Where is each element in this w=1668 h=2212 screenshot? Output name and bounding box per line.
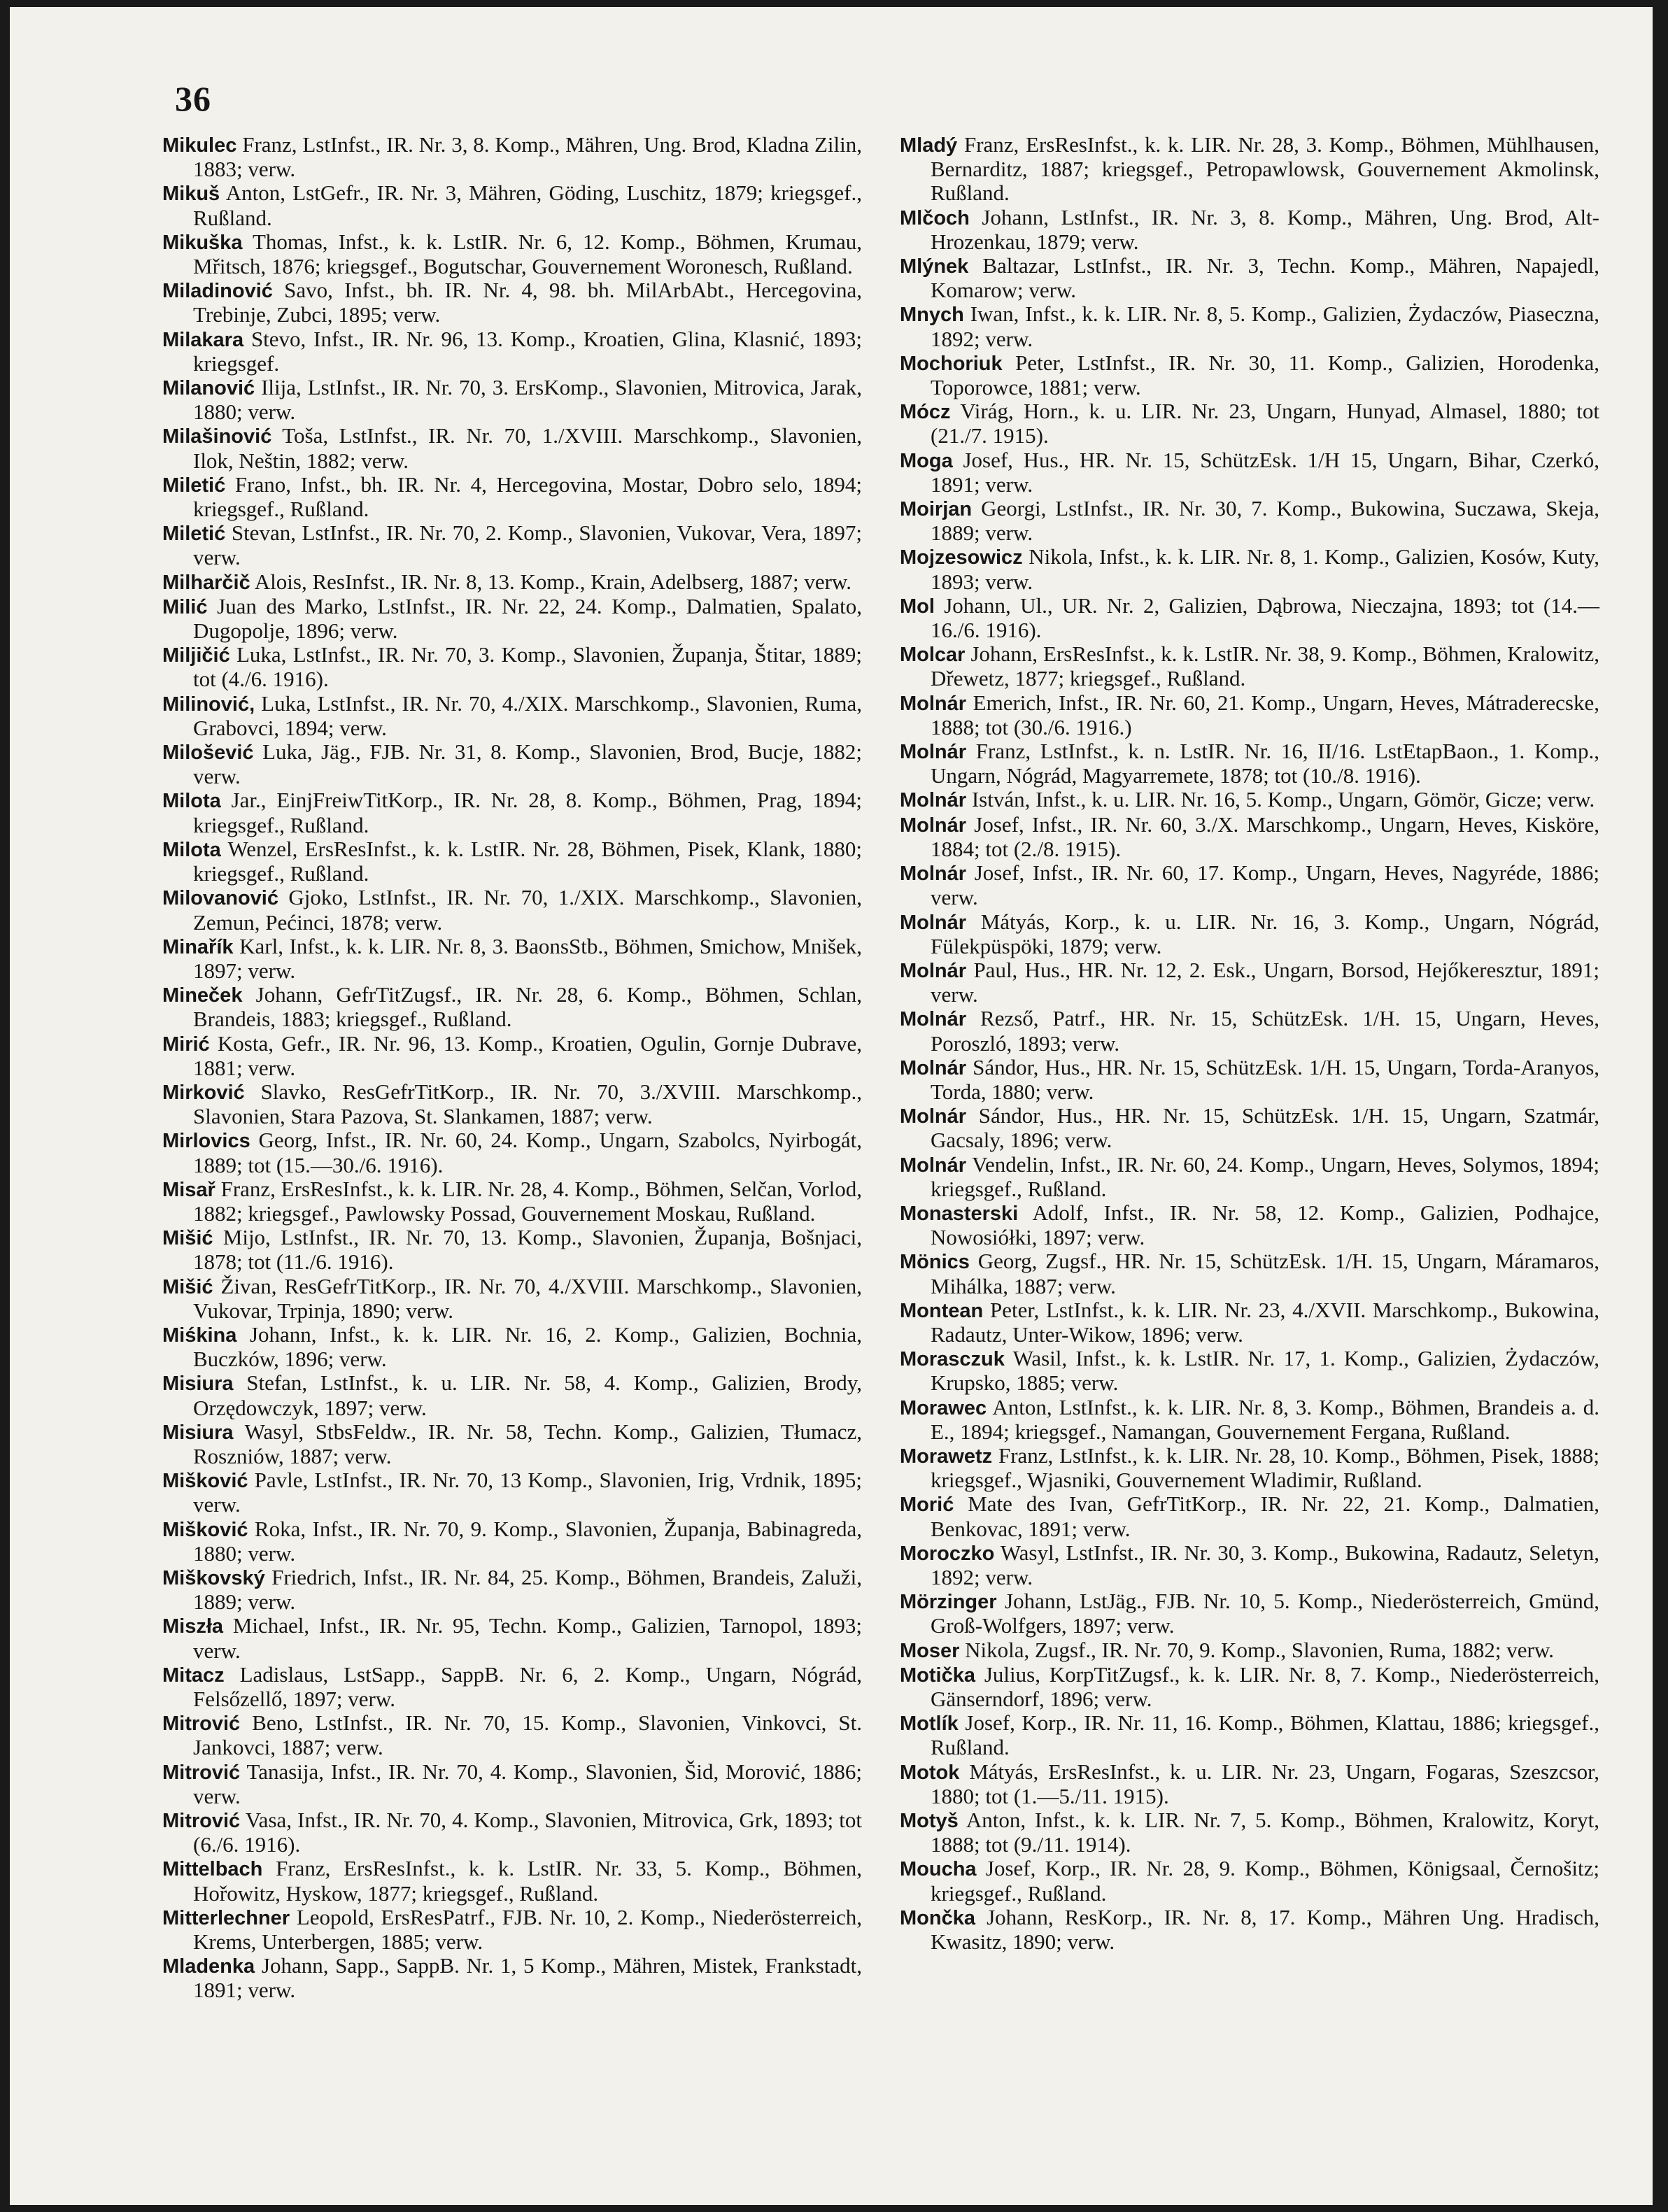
entry-details: Savo, Infst., bh. IR. Nr. 4, 98. bh. MilArbAbt., Hercegovina, Trebinje, Zubci, 1895; verw. bbox=[193, 278, 863, 327]
register-entry bbox=[162, 570, 862, 595]
entry-details: Johann, GefrTitZugsf., IR. Nr. 28, 6. Komp., Böhmen, Schlan, Brandeis, 1883; kriegsgef., Rußland. bbox=[193, 982, 863, 1032]
register-entry bbox=[162, 1857, 862, 1905]
entry-details: Josef, Hus., HR. Nr. 15, SchützEsk. 1/H 15, Ungarn, Bihar, Czerkó, 1891; verw. bbox=[931, 447, 1600, 497]
entry-surname: Miszła bbox=[162, 1615, 224, 1638]
entry-surname: Mišković bbox=[162, 1518, 248, 1541]
entry-details: Franz, ErsResInfst., k. k. LstIR. Nr. 33, 5. Komp., Böhmen, Hořowitz, Hyskow, 1877; kriegsgef., Rußland. bbox=[193, 1856, 863, 1906]
entry-surname: Mikulec bbox=[162, 134, 237, 157]
entry-details: Toša, LstInfst., IR. Nr. 70, 1./XVIII. Marschkomp., Slavonien, Ilok, Neštin, 1882; verw. bbox=[193, 423, 862, 473]
register-entry bbox=[900, 1541, 1599, 1589]
entry-surname: Monasterski bbox=[900, 1202, 1019, 1225]
entry-surname: Mirlovics bbox=[162, 1130, 250, 1153]
entry-surname: Misiura bbox=[162, 1373, 234, 1396]
left-column bbox=[162, 133, 862, 2003]
register-entry bbox=[900, 1298, 1599, 1347]
entry-surname: Mineček bbox=[162, 984, 243, 1007]
entry-details: Wasil, Infst., k. k. LstIR. Nr. 17, 1. Komp., Galizien, Żydaczów, Krupsko, 1885; verw. bbox=[931, 1346, 1599, 1396]
entry-details: Emerich, Infst., IR. Nr. 60, 21. Komp., Ungarn, Heves, Mátraderecske, 1888; tot (30./6. 1916.) bbox=[931, 690, 1599, 739]
entry-surname: Milovanović bbox=[162, 887, 278, 910]
register-entry bbox=[162, 1808, 862, 1857]
register-entry bbox=[900, 813, 1599, 861]
entry-details: Gjoko, LstInfst., IR. Nr. 70, 1./XIX. Marschkomp., Slavonien, Zemun, Pećinci, 1878; verw. bbox=[193, 885, 863, 935]
register-entry bbox=[900, 1249, 1599, 1298]
register-entry bbox=[900, 958, 1599, 1007]
entry-details: Juan des Marko, LstInfst., IR. Nr. 22, 24. Komp., Dalmatien, Spalato, Dugopolje, 1896; verw. bbox=[193, 593, 862, 644]
entry-surname: Molnár bbox=[900, 1105, 967, 1128]
entry-details: Franz, LstInfst., k. k. LIR. Nr. 28, 10. Komp., Böhmen, Pisek, 1888; kriegsgef., Wjasniki, Gouvernement Wladimir, Rußland. bbox=[931, 1442, 1600, 1493]
entry-surname: Milanović bbox=[162, 377, 255, 400]
entry-details: Alois, ResInfst., IR. Nr. 8, 13. Komp., Krain, Adelbserg, 1887; verw. bbox=[254, 569, 852, 594]
register-entry bbox=[900, 1347, 1599, 1395]
entry-details: Franz, ErsResInfst., k. k. LIR. Nr. 28, 4. Komp., Böhmen, Selčan, Vorlod, 1882; kriegsgef., Pawlowsky Possad, Gouvernement Moskau, Rußland. bbox=[193, 1176, 862, 1226]
entry-details: Frano, Infst., bh. IR. Nr. 4, Hercegovina, Mostar, Dobro selo, 1894; kriegsgef., Rußland. bbox=[193, 472, 863, 522]
entry-details: Peter, LstInfst., k. k. LIR. Nr. 23, 4./XVII. Marschkomp., Bukowina, Radautz, Unter-Wikow, 1896; verw. bbox=[931, 1297, 1599, 1347]
register-entry bbox=[900, 1007, 1599, 1055]
entry-details: Anton, LstInfst., k. k. LIR. Nr. 8, 3. Komp., Böhmen, Brandeis a. d. E., 1894; kriegsgef., Namangan, Gouvernement Fergana, Rußland. bbox=[931, 1394, 1599, 1444]
entry-surname: Molnár bbox=[900, 1008, 967, 1031]
entry-surname: Miljičić bbox=[162, 644, 230, 667]
entry-surname: Mönics bbox=[900, 1251, 970, 1274]
entry-details: Luka, Jäg., FJB. Nr. 31, 8. Komp., Slavonien, Brod, Bucje, 1882; verw. bbox=[193, 739, 863, 789]
entry-details: Beno, LstInfst., IR. Nr. 70, 15. Komp., Slavonien, Vinkovci, St. Jankovci, 1887; verw. bbox=[193, 1710, 862, 1760]
entry-surname: Molnár bbox=[900, 1056, 967, 1079]
entry-details: Kosta, Gefr., IR. Nr. 96, 13. Komp., Kroatien, Ogulin, Gornje Dubrave, 1881; verw. bbox=[193, 1030, 862, 1080]
register-entry bbox=[162, 1614, 862, 1662]
entry-surname: Mikuš bbox=[162, 183, 220, 206]
entry-details: Johann, LstInfst., IR. Nr. 3, 8. Komp., Mähren, Ung. Brod, Alt-Hrozenkau, 1879; verw. bbox=[931, 204, 1599, 254]
register-entry bbox=[162, 1468, 862, 1517]
entry-details: Franz, LstInfst., IR. Nr. 3, 8. Komp., Mähren, Ung. Brod, Kladna Zilin, 1883; verw. bbox=[193, 132, 863, 182]
register-entry bbox=[900, 351, 1599, 399]
register-entry bbox=[162, 1128, 862, 1177]
register-entry bbox=[162, 1663, 862, 1711]
entry-details: Jar., EinjFreiwTitKorp., IR. Nr. 28, 8. Komp., Böhmen, Prag, 1894; kriegsgef., Rußland. bbox=[193, 788, 862, 837]
entry-surname: Mochoriuk bbox=[900, 352, 1003, 375]
entry-details: Franz, ErsResInfst., k. k. LIR. Nr. 28, 3. Komp., Böhmen, Mühlhausen, Bernarditz, 1887; kriegsgef., Petropawlowsk, Gouvernement Akmolinsk, Rußland. bbox=[931, 132, 1599, 206]
register-entry bbox=[900, 642, 1599, 690]
entry-surname: Miśkina bbox=[162, 1324, 237, 1347]
entry-details: Thomas, Infst., k. k. LstIR. Nr. 6, 12. Komp., Böhmen, Krumau, Mřitsch, 1876; kriegsgef., Bogutschar, Gouvernement Woronesch, Rußland. bbox=[193, 229, 862, 279]
entry-details: Mate des Ivan, GefrTitKorp., IR. Nr. 22, 21. Komp., Dalmatien, Benkovac, 1891; verw. bbox=[931, 1491, 1600, 1541]
register-entry bbox=[162, 230, 862, 278]
entry-details: Sándor, Hus., HR. Nr. 15, SchützEsk. 1/H. 15, Ungarn, Torda-Aranyos, Torda, 1880; verw. bbox=[931, 1054, 1600, 1104]
register-entry bbox=[900, 1589, 1599, 1638]
entry-details: Baltazar, LstInfst., IR. Nr. 3, Techn. Komp., Mähren, Napajedl, Komarow; verw. bbox=[931, 253, 1600, 303]
entry-surname: Mikuška bbox=[162, 231, 243, 254]
register-entry bbox=[900, 1857, 1599, 1905]
entry-details: Slavko, ResGefrTitKorp., IR. Nr. 70, 3./XVIII. Marschkomp., Slavonien, Stara Pazova, St. Slankamen, 1887; verw. bbox=[193, 1079, 862, 1129]
entry-surname: Morić bbox=[900, 1494, 954, 1517]
register-entry bbox=[162, 692, 862, 740]
entry-surname: Morawetz bbox=[900, 1445, 993, 1468]
entry-surname: Mitterlechner bbox=[162, 1906, 290, 1929]
entry-details: Johann, Sapp., SappB. Nr. 1, 5 Komp., Mähren, Mistek, Frankstadt, 1891; verw. bbox=[193, 1953, 862, 2003]
register-entry bbox=[900, 1153, 1599, 1201]
register-entry bbox=[900, 691, 1599, 739]
entry-surname: Mlýnek bbox=[900, 255, 969, 278]
register-entry bbox=[162, 740, 862, 788]
register-entry bbox=[900, 133, 1599, 206]
register-entry bbox=[162, 1032, 862, 1080]
entry-details: Ladislaus, LstSapp., SappB. Nr. 6, 2. Komp., Ungarn, Nógrád, Felsőzellő, 1897; verw. bbox=[193, 1661, 862, 1711]
entry-details: Mátyás, ErsResInfst., k. u. LIR. Nr. 23, Ungarn, Fogaras, Szeszcsor, 1880; tot (1.—5./11. 1915). bbox=[931, 1759, 1599, 1808]
entry-details: Friedrich, Infst., IR. Nr. 84, 25. Komp., Böhmen, Brandeis, Zaluži, 1889; verw. bbox=[193, 1564, 862, 1615]
entry-details: Paul, Hus., HR. Nr. 12, 2. Esk., Ungarn, Borsod, Hejőkeresztur, 1891; verw. bbox=[931, 957, 1599, 1007]
register-entry bbox=[162, 473, 862, 521]
register-entry bbox=[162, 1323, 862, 1371]
entry-surname: Molnár bbox=[900, 863, 967, 886]
entry-surname: Mnych bbox=[900, 304, 964, 327]
entry-details: Luka, LstInfst., IR. Nr. 70, 3. Komp., Slavonien, Županja, Štitar, 1889; tot (4./6. 1916). bbox=[193, 642, 862, 692]
entry-surname: Milota bbox=[162, 790, 221, 813]
register-entry bbox=[900, 910, 1599, 958]
register-entry bbox=[900, 1711, 1599, 1759]
register-entry bbox=[900, 1201, 1599, 1249]
entry-surname: Moirjan bbox=[900, 498, 973, 521]
entry-surname: Miletić bbox=[162, 523, 226, 546]
register-entry bbox=[162, 1275, 862, 1323]
entry-surname: Miškovský bbox=[162, 1566, 265, 1589]
register-entry bbox=[900, 497, 1599, 545]
entry-details: Tanasija, Infst., IR. Nr. 70, 4. Komp., Slavonien, Šid, Morović, 1886; verw. bbox=[193, 1759, 862, 1808]
entry-surname: Milakara bbox=[162, 328, 244, 351]
entry-surname: Mišković bbox=[162, 1470, 248, 1493]
entry-details: Anton, Infst., k. k. LIR. Nr. 7, 5. Komp., Böhmen, Kralowitz, Koryt, 1888; tot (9./11. 1914). bbox=[931, 1808, 1599, 1857]
entry-details: Roka, Infst., IR. Nr. 70, 9. Komp., Slavonien, Županja, Babinagreda, 1880; verw. bbox=[193, 1516, 862, 1566]
entry-details: Vendelin, Infst., IR. Nr. 60, 24. Komp., Ungarn, Heves, Solymos, 1894; kriegsgef., Rußland. bbox=[931, 1151, 1599, 1201]
entry-details: Vasa, Infst., IR. Nr. 70, 4. Komp., Slavonien, Mitrovica, Grk, 1893; tot (6./6. 1916). bbox=[193, 1808, 862, 1857]
register-entry bbox=[162, 1760, 862, 1808]
entry-surname: Mörzinger bbox=[900, 1591, 997, 1614]
entry-details: Mátyás, Korp., k. u. LIR. Nr. 16, 3. Komp., Ungarn, Nógrád, Fülekpüspöki, 1879; verw. bbox=[931, 909, 1599, 958]
entry-surname: Motyš bbox=[900, 1810, 959, 1833]
entry-surname: Mirković bbox=[162, 1081, 245, 1104]
entry-details: Wenzel, ErsResInfst., k. k. LstIR. Nr. 28, Böhmen, Pisek, Klank, 1880; kriegsgef., Rußland. bbox=[193, 836, 862, 886]
register-entry bbox=[900, 545, 1599, 593]
register-entry bbox=[162, 1566, 862, 1614]
entry-surname: Mitrović bbox=[162, 1761, 241, 1784]
entry-surname: Milota bbox=[162, 838, 221, 861]
entry-surname: Molnár bbox=[900, 1154, 967, 1177]
entry-details: Virág, Horn., k. u. LIR. Nr. 23, Ungarn, Hunyad, Almasel, 1880; tot (21./7. 1915). bbox=[931, 399, 1599, 448]
entry-details: István, Infst., k. u. LIR. Nr. 16, 5. Komp., Ungarn, Gömör, Gicze; verw. bbox=[971, 787, 1595, 812]
entry-surname: Motlík bbox=[900, 1713, 959, 1736]
entry-surname: Misiura bbox=[162, 1421, 234, 1444]
register-entry bbox=[162, 788, 862, 837]
register-entry bbox=[900, 1906, 1599, 1954]
entry-surname: Motička bbox=[900, 1664, 975, 1687]
register-entry bbox=[162, 327, 862, 376]
entry-surname: Molnár bbox=[900, 692, 967, 715]
register-entry bbox=[900, 1808, 1599, 1857]
entry-details: Peter, LstInfst., IR. Nr. 30, 11. Komp., Galizien, Horodenka, Toporowce, 1881; verw. bbox=[931, 350, 1599, 400]
entry-surname: Morawec bbox=[900, 1396, 987, 1419]
register-entry bbox=[162, 1517, 862, 1566]
register-entry bbox=[162, 1711, 862, 1759]
entry-details: Johann, Ul., UR. Nr. 2, Galizien, Dąbrowa, Nieczajna, 1893; tot (14.—16./6. 1916). bbox=[931, 593, 1600, 643]
entry-details: Josef, Infst., IR. Nr. 60, 3./X. Marschkomp., Ungarn, Heves, Kisköre, 1884; tot (2./8. 1915). bbox=[931, 811, 1600, 861]
register-entry bbox=[162, 1420, 862, 1468]
register-entry bbox=[900, 1663, 1599, 1711]
register-entry bbox=[162, 278, 862, 327]
register-entry bbox=[162, 1177, 862, 1226]
entry-surname: Molnár bbox=[900, 741, 967, 764]
entry-surname: Mitrović bbox=[162, 1810, 241, 1833]
register-entry bbox=[162, 837, 862, 886]
entry-surname: Morasczuk bbox=[900, 1348, 1005, 1371]
entry-surname: Milašinović bbox=[162, 425, 272, 448]
entry-surname: Mitacz bbox=[162, 1664, 225, 1687]
entry-details: Josef, Korp., IR. Nr. 28, 9. Komp., Böhmen, Königsaal, Černošitz; kriegsgef., Rußland. bbox=[931, 1856, 1599, 1906]
entry-surname: Misař bbox=[162, 1178, 215, 1201]
entry-surname: Moroczko bbox=[900, 1542, 995, 1565]
register-entry bbox=[900, 302, 1599, 350]
entry-surname: Milharčič bbox=[162, 571, 250, 594]
entry-details: Adolf, Infst., IR. Nr. 58, 12. Komp., Galizien, Podhajce, Nowosiółki, 1897; verw. bbox=[931, 1200, 1600, 1250]
entry-details: Franz, LstInfst., k. n. LstIR. Nr. 16, II/16. LstEtapBaon., 1. Komp., Ungarn, Nógrád, Magyarremete, 1878; tot (10./8. 1916). bbox=[931, 739, 1600, 788]
entry-details: Stevan, LstInfst., IR. Nr. 70, 2. Komp., Slavonien, Vukovar, Vera, 1897; verw. bbox=[193, 520, 862, 570]
register-entry bbox=[162, 643, 862, 691]
entry-surname: Mlčoch bbox=[900, 206, 970, 229]
entry-surname: Mišić bbox=[162, 1275, 213, 1298]
entry-surname: Mirić bbox=[162, 1033, 210, 1056]
register-entry bbox=[162, 181, 862, 229]
entry-surname: Mladý bbox=[900, 134, 958, 157]
entry-surname: Mittelbach bbox=[162, 1858, 263, 1881]
register-entry bbox=[162, 1954, 862, 2002]
entry-details: Ilija, LstInfst., IR. Nr. 70, 3. ErsKomp., Slavonien, Mitrovica, Jarak, 1880; verw. bbox=[193, 375, 862, 425]
entry-details: Josef, Korp., IR. Nr. 11, 16. Komp., Böhmen, Klattau, 1886; kriegsgef., Rußland. bbox=[931, 1710, 1599, 1760]
entry-details: Živan, ResGefrTitKorp., IR. Nr. 70, 4./XVIII. Marschkomp., Slavonien, Vukovar, Trpinja, 1890; verw. bbox=[193, 1273, 863, 1323]
entry-details: Pavle, LstInfst., IR. Nr. 70, 13 Komp., Slavonien, Irig, Vrdnik, 1895; verw. bbox=[193, 1468, 862, 1517]
register-entry bbox=[900, 448, 1599, 497]
entry-details: Michael, Infst., IR. Nr. 95, Techn. Komp., Galizien, Tarnopol, 1893; verw. bbox=[193, 1613, 862, 1663]
entry-surname: Molnár bbox=[900, 911, 967, 934]
register-entry bbox=[162, 595, 862, 643]
entry-surname: Mócz bbox=[900, 401, 951, 424]
entry-details: Johann, ErsResInfst., k. k. LstIR. Nr. 38, 9. Komp., Böhmen, Kralowitz, Dřewetz, 1877; kriegsgef., Rußland. bbox=[931, 641, 1600, 691]
register-entry bbox=[900, 1492, 1599, 1540]
register-entry bbox=[900, 206, 1599, 254]
entry-details: Luka, LstInfst., IR. Nr. 70, 4./XIX. Marschkomp., Slavonien, Ruma, Grabovci, 1894; verw. bbox=[193, 690, 863, 740]
register-entry bbox=[900, 1638, 1599, 1663]
entry-surname: Milinović, bbox=[162, 693, 255, 716]
register-entry bbox=[162, 935, 862, 983]
entry-surname: Mladenka bbox=[162, 1955, 255, 1978]
entry-details: Nikola, Zugsf., IR. Nr. 70, 9. Komp., Slavonien, Ruma, 1882; verw. bbox=[965, 1637, 1554, 1662]
entry-details: Iwan, Infst., k. k. LIR. Nr. 8, 5. Komp., Galizien, Żydaczów, Piaseczna, 1892; verw. bbox=[931, 302, 1599, 351]
entry-details: Wasyl, StbsFeldw., IR. Nr. 58, Techn. Komp., Galizien, Tłumacz, Roszniów, 1887; verw. bbox=[193, 1419, 862, 1468]
entry-surname: Mitrović bbox=[162, 1713, 241, 1736]
entry-details: Stevo, Infst., IR. Nr. 96, 13. Komp., Kroatien, Glina, Klasnić, 1893; kriegsgef. bbox=[193, 326, 863, 376]
register-entry bbox=[900, 739, 1599, 788]
register-entry bbox=[162, 424, 862, 472]
register-entry bbox=[900, 594, 1599, 642]
register-entry bbox=[162, 1226, 862, 1274]
register-entry bbox=[900, 1104, 1599, 1152]
entry-surname: Molnár bbox=[900, 814, 967, 837]
entry-surname: Motok bbox=[900, 1761, 960, 1784]
register-entry bbox=[900, 1760, 1599, 1808]
register-entry bbox=[162, 1906, 862, 1954]
entry-surname: Miladinović bbox=[162, 280, 273, 303]
register-entry bbox=[900, 254, 1599, 302]
entry-details: Wasyl, LstInfst., IR. Nr. 30, 3. Komp., Bukowina, Radautz, Seletyn, 1892; verw. bbox=[931, 1540, 1599, 1589]
register-entry bbox=[900, 1396, 1599, 1444]
entry-details: Georg, Infst., IR. Nr. 60, 24. Komp., Ungarn, Szabolcs, Nyirbogát, 1889; tot (15.—30./6. 1916). bbox=[193, 1128, 862, 1177]
entry-details: Georgi, LstInfst., IR. Nr. 30, 7. Komp., Bukowina, Suczawa, Skeja, 1889; verw. bbox=[931, 496, 1600, 546]
entry-surname: Moga bbox=[900, 449, 953, 472]
entry-surname: Mončka bbox=[900, 1906, 975, 1929]
entry-details: Georg, Zugsf., HR. Nr. 15, SchützEsk. 1/H. 15, Ungarn, Máramaros, Mihálka, 1887; verw. bbox=[931, 1249, 1600, 1298]
right-column bbox=[900, 133, 1599, 1954]
entry-details: Karl, Infst., k. k. LIR. Nr. 8, 3. BaonsStb., Böhmen, Smichow, Mnišek, 1897; verw. bbox=[193, 933, 862, 983]
register-entry bbox=[162, 1371, 862, 1419]
register-entry bbox=[900, 788, 1599, 812]
entry-surname: Molnár bbox=[900, 959, 967, 982]
entry-details: Julius, KorpTitZugsf., k. k. LIR. Nr. 8, 7. Komp., Niederösterreich, Gänserndorf, 1896; verw. bbox=[931, 1661, 1600, 1711]
entry-details: Stefan, LstInfst., k. u. LIR. Nr. 58, 4. Komp., Galizien, Brody, Orzędowczyk, 1897; verw. bbox=[193, 1370, 863, 1420]
register-entry bbox=[162, 983, 862, 1031]
entry-surname: Mojzesowicz bbox=[900, 546, 1023, 569]
entry-surname: Miletić bbox=[162, 474, 226, 497]
entry-surname: Montean bbox=[900, 1299, 984, 1322]
entry-surname: Moucha bbox=[900, 1858, 977, 1881]
register-entry bbox=[900, 399, 1599, 448]
register-entry bbox=[162, 1080, 862, 1128]
entry-details: Leopold, ErsResPatrf., FJB. Nr. 10, 2. Komp., Niederösterreich, Krems, Unterbergen, 1885; verw. bbox=[193, 1904, 862, 1955]
register-entry bbox=[900, 861, 1599, 909]
entry-details: Johann, LstJäg., FJB. Nr. 10, 5. Komp., Niederösterreich, Gmünd, Groß-Wolfgers, 1897; verw. bbox=[931, 1589, 1600, 1638]
entry-details: Johann, Infst., k. k. LIR. Nr. 16, 2. Komp., Galizien, Bochnia, Buczków, 1896; verw. bbox=[193, 1321, 862, 1372]
entry-details: Anton, LstGefr., IR. Nr. 3, Mähren, Göding, Luschitz, 1879; kriegsgef., Rußland. bbox=[193, 180, 862, 230]
entry-surname: Minařík bbox=[162, 935, 234, 958]
register-entry bbox=[162, 886, 862, 934]
register-entry bbox=[900, 1056, 1599, 1104]
entry-details: Rezső, Patrf., HR. Nr. 15, SchützEsk. 1/H. 15, Ungarn, Heves, Poroszló, 1893; verw. bbox=[931, 1006, 1599, 1056]
register-entry bbox=[162, 133, 862, 181]
entry-surname: Molnár bbox=[900, 789, 967, 812]
entry-surname: Mišić bbox=[162, 1227, 213, 1250]
entry-surname: Mol bbox=[900, 595, 935, 618]
entry-surname: Milić bbox=[162, 595, 208, 618]
entry-details: Johann, ResKorp., IR. Nr. 8, 17. Komp., Mähren Ung. Hradisch, Kwasitz, 1890; verw. bbox=[931, 1904, 1600, 1955]
entry-details: Nikola, Infst., k. k. LIR. Nr. 8, 1. Komp., Galizien, Kosów, Kuty, 1893; verw. bbox=[931, 544, 1600, 594]
entry-surname: Molcar bbox=[900, 644, 966, 667]
entry-details: Josef, Infst., IR. Nr. 60, 17. Komp., Ungarn, Heves, Nagyréde, 1886; verw. bbox=[931, 860, 1599, 910]
entry-surname: Moser bbox=[900, 1639, 960, 1662]
entry-details: Sándor, Hus., HR. Nr. 15, SchützEsk. 1/H. 15, Ungarn, Szatmár, Gacsaly, 1896; verw. bbox=[931, 1103, 1600, 1153]
register-entry bbox=[162, 521, 862, 569]
page-number: 36 bbox=[175, 79, 211, 118]
entry-details: Mijo, LstInfst., IR. Nr. 70, 13. Komp., Slavonien, Županja, Bošnjaci, 1878; tot (11./6. 1916). bbox=[193, 1225, 863, 1275]
entry-surname: Milošević bbox=[162, 742, 254, 765]
register-entry bbox=[162, 376, 862, 424]
register-entry bbox=[900, 1444, 1599, 1492]
